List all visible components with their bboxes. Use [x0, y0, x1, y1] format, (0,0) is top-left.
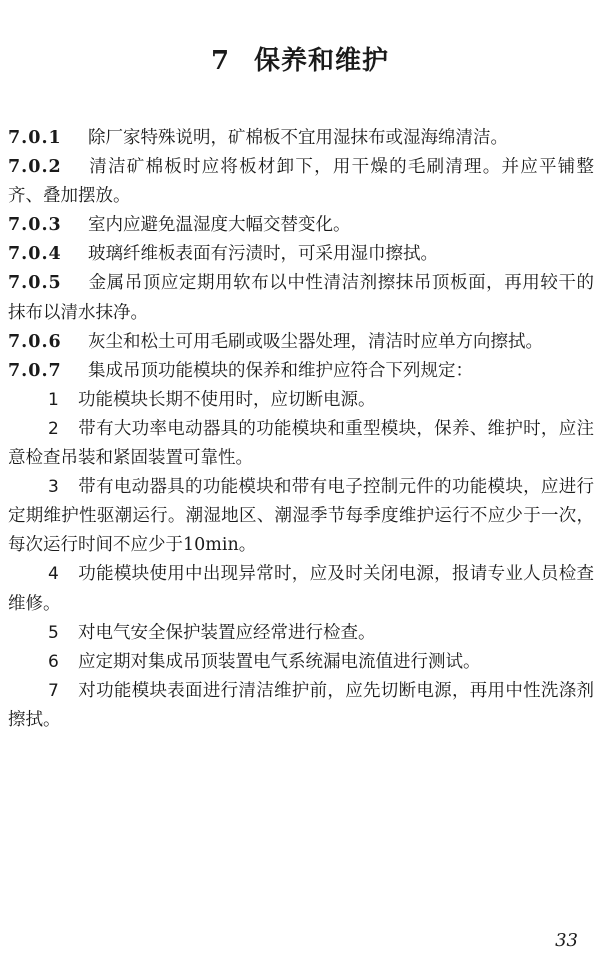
clause-7-0-5: [8, 269, 594, 327]
item-number: 6: [48, 651, 59, 672]
item-text: 应定期对集成吊顶装置电气系统漏电流值进行测试。: [78, 651, 481, 672]
item-text: 带有大功率电动器具的功能模块和重型模块，保养、维护时，应注意检查吊装和紧固装置可靠性。: [8, 418, 594, 469]
item-number: 4: [48, 564, 59, 585]
clause-text: 玻璃纤维板表面有污渍时，可采用湿巾擦拭。: [88, 244, 438, 265]
clause-7-0-1: [8, 124, 594, 153]
list-item: [8, 677, 594, 735]
clause-7-0-7: [8, 357, 594, 386]
clause-7-0-6: [8, 328, 594, 357]
list-item: [8, 648, 594, 677]
clause-number: 7.0.2: [8, 157, 62, 178]
chapter-title: [0, 40, 600, 77]
list-item: [8, 415, 594, 473]
list-item: [8, 473, 594, 560]
clause-text: 室内应避免温湿度大幅交替变化。: [88, 215, 351, 236]
item-number: 2: [48, 418, 59, 439]
clause-7-0-3: [8, 211, 594, 240]
clause-text: 金属吊顶应定期用软布以中性清洁剂擦抹吊顶板面，再用较干的抹布以清水抹净。: [8, 273, 594, 323]
clause-7-0-4: [8, 240, 594, 269]
chapter-number: 7: [210, 46, 231, 76]
item-text: 功能模块长期不使用时，应切断电源。: [78, 389, 376, 410]
clause-number: 7.0.1: [8, 128, 62, 148]
list-item: [8, 386, 594, 415]
clause-number: 7.0.3: [8, 215, 62, 236]
clause-text: 集成吊顶功能模块的保养和维护应符合下列规定：: [88, 360, 473, 381]
clause-number: 7.0.7: [8, 360, 62, 381]
list-item: [8, 560, 594, 618]
item-text: 带有电动器具的功能模块和带有电子控制元件的功能模块，应进行定期维护性驱潮运行。潮湿地区、潮湿季节每季度维护运行不应少于一次，每次运行时间不应少于10min。: [8, 477, 594, 556]
page-number: 33: [555, 930, 578, 951]
clause-text: 清洁矿棉板时应将板材卸下，用干燥的毛刷清理。并应平铺整齐、叠加摆放。: [8, 157, 594, 207]
clause-number: 7.0.4: [8, 244, 62, 265]
item-text: 功能模块使用中出现异常时，应及时关闭电源，报请专业人员检查维修。: [8, 564, 594, 614]
item-number: 5: [48, 622, 59, 643]
item-number: 3: [48, 477, 59, 498]
clause-number: 7.0.5: [8, 273, 62, 294]
item-text: 对电气安全保护装置应经常进行检查。: [78, 622, 376, 643]
chapter-title-text: 保养和维护: [254, 46, 390, 76]
item-number: 1: [48, 389, 59, 410]
clause-7-0-2: [8, 153, 594, 211]
list-item: [8, 619, 594, 648]
chapter-body: [8, 124, 594, 735]
item-number: 7: [48, 680, 59, 701]
clause-number: 7.0.6: [8, 331, 62, 352]
clause-text: 灰尘和松土可用毛刷或吸尘器处理，清洁时应单方向擦拭。: [88, 331, 543, 352]
item-text: 对功能模块表面进行清洁维护前，应先切断电源，再用中性洗涤剂擦拭。: [8, 680, 594, 730]
clause-text: 除厂家特殊说明，矿棉板不宜用湿抹布或湿海绵清洁。: [88, 128, 508, 148]
